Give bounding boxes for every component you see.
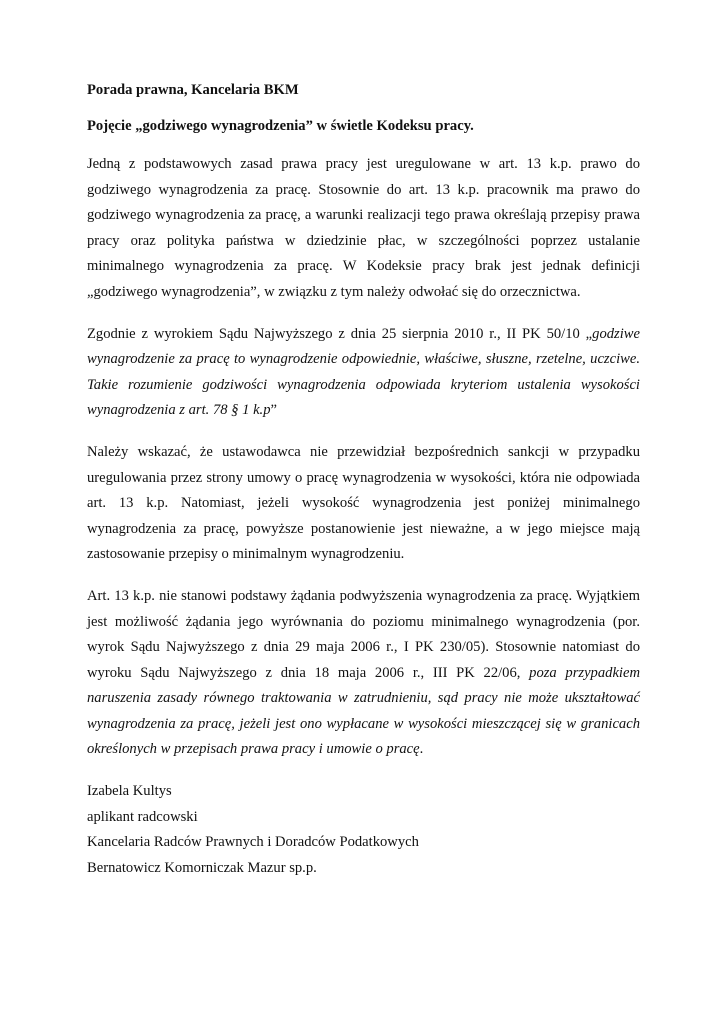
paragraph-1: Jedną z podstawowych zasad prawa pracy jest uregulowane w art. 13 k.p. prawo do godziwego wynagrodzenia za pracę. Stosownie do art. 13 k.p. pracownik ma prawo do godziwego wynagrodzenia za pracę, a warunki realizacji tego prawa określają przepisy prawa pracy oraz polityka państwa w dziedzinie płac, w szczególności poprzez ustalanie minimalnego wynagrodzenia za pracę. W Kodeksie pracy brak jest jednak definicji „godziwego wynagrodzenia”, w związku z tym należy odwołać się do orzecznictwa.: [87, 156, 640, 300]
signature-block: [87, 779, 640, 881]
paragraph-3: Należy wskazać, że ustawodawca nie przewidział bezpośrednich sankcji w przypadku uregulowania przez strony umowy o pracę wynagrodzenia w wysokości, która nie odpowiada art. 13 k.p. Natomiast, jeżeli wysokość wynagrodzenia jest poniżej minimalnego wynagrodzenia za pracę, powyższe postanowienie jest nieważne, a w jego miejsce mają zastosowanie przepisy o minimalnym wynagrodzeniu.: [87, 443, 640, 563]
signature-name: Izabela Kultys: [87, 783, 172, 800]
signature-firm: Kancelaria Radców Prawnych i Doradców Podatkowych: [87, 834, 419, 851]
paragraph-2-quote: godziwe wynagrodzenie za pracę to wynagrodzenie odpowiednie, właściwe, słuszne, rzetelne, uczciwe. Takie rozumienie godziwości wynagrodzenia odpowiada kryteriom ustalenia wysokości wynagrodzenia z art. 78 § 1 k.p: [87, 325, 640, 419]
paragraph-4: [87, 584, 640, 763]
paragraph-2: [87, 322, 640, 424]
document-title: Porada prawna, Kancelaria BKM: [87, 82, 299, 98]
signature-firm-name: Bernatowicz Komorniczak Mazur sp.p.: [87, 859, 317, 876]
paragraph-2-end: ”: [270, 402, 277, 419]
document-subtitle: Pojęcie „godziwego wynagrodzenia” w świetle Kodeksu pracy.: [87, 118, 474, 134]
paragraph-4-end: .: [419, 741, 424, 758]
document-page: [87, 80, 640, 881]
paragraph-4-quote: poza przypadkiem naruszenia zasady równego traktowania w zatrudnieniu, sąd pracy nie może ukształtować wynagrodzenia za pracę, jeżeli jest ono wypłacane w wysokości mieszczącej się w granicach określonych w przepisach prawa pracy i umowie o pracę: [87, 664, 640, 758]
paragraph-2-text: Zgodnie z wyrokiem Sądu Najwyższego z dnia 25 sierpnia 2010 r., II PK 50/10 „: [87, 325, 593, 342]
signature-role: aplikant radcowski: [87, 808, 198, 825]
paragraph-4-text: Art. 13 k.p. nie stanowi podstawy żądania podwyższenia wynagrodzenia za pracę. Wyjątkiem jest możliwość żądania jego wyrównania do poziomu minimalnego wynagrodzenia (por. wyrok Sądu Najwyższego z dnia 29 maja 2006 r., I PK 230/05). Stosownie natomiast do wyroku Sądu Najwyższego z dnia 18 maja 2006 r., III PK 22/06,: [87, 587, 640, 681]
